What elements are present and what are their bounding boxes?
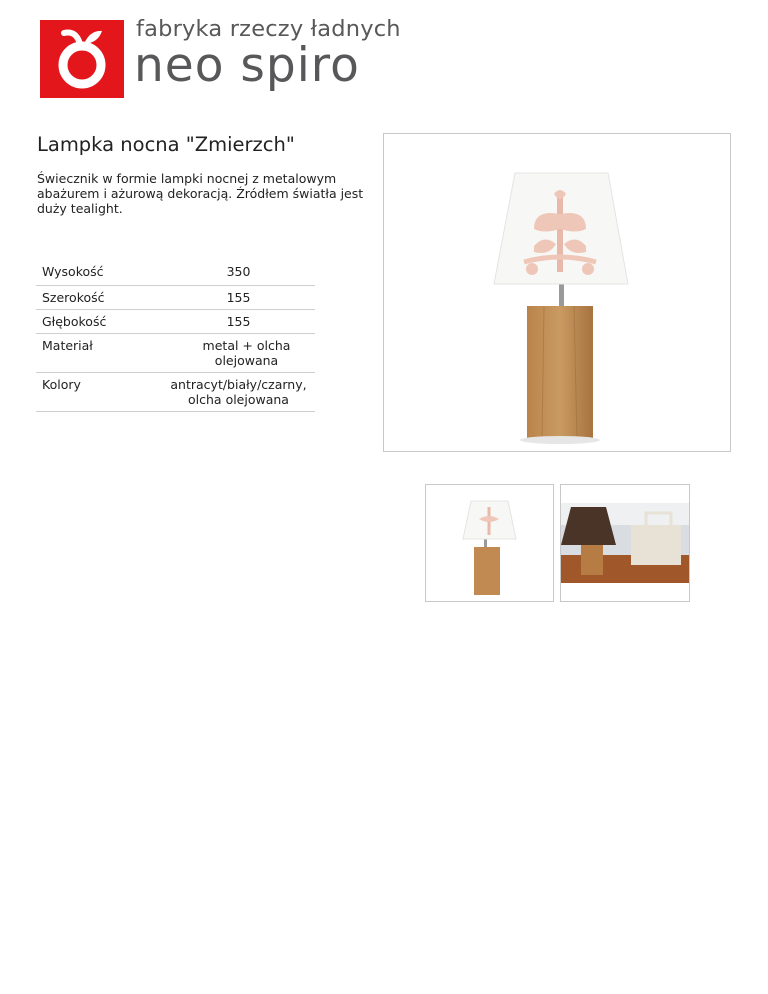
table-row — [36, 333, 315, 372]
spec-label: Kolory — [36, 372, 158, 411]
spec-table — [36, 259, 315, 412]
table-row — [36, 259, 315, 285]
spec-label: Wysokość — [36, 259, 158, 285]
spec-value: 155 — [158, 285, 315, 309]
table-row — [36, 309, 315, 333]
table-row — [36, 285, 315, 309]
spec-label: Głębokość — [36, 309, 158, 333]
product-main-image[interactable] — [383, 133, 731, 452]
brand-name: neo spiro — [134, 38, 360, 93]
product-description: Świecznik w formie lampki nocnej z metalowym abażurem i ażurową dekoracją. Źródłem światła jest duży tealight. — [37, 171, 364, 216]
product-thumbnail-2[interactable] — [560, 484, 690, 602]
apple-logo-icon — [40, 20, 124, 98]
spec-value: 155 — [158, 309, 315, 333]
brand-tagline: fabryka rzeczy ładnych — [136, 16, 401, 42]
spec-value: metal + olcha olejowana — [158, 333, 315, 372]
spec-value: 350 — [158, 259, 315, 285]
spec-value: antracyt/biały/czarny, olcha olejowana — [158, 372, 315, 411]
spec-label: Materiał — [36, 333, 158, 372]
product-title: Lampka nocna "Zmierzch" — [37, 133, 295, 156]
spec-label: Szerokość — [36, 285, 158, 309]
product-thumbnail-1[interactable] — [425, 484, 554, 602]
table-row — [36, 372, 315, 411]
